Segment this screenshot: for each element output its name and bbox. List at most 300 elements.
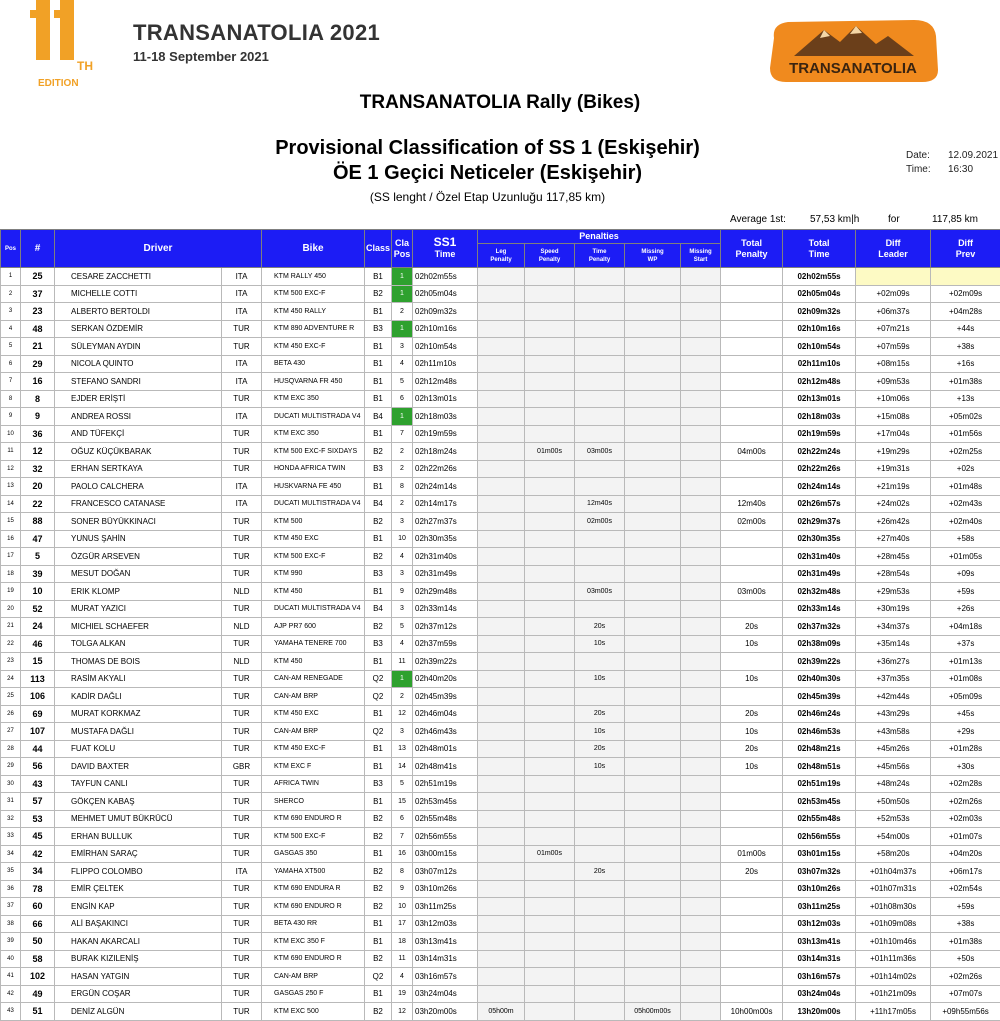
time-label: Time: — [906, 164, 931, 175]
row-driver: NICOLA QUINTO — [55, 355, 222, 373]
row-stage-time: 02h46m04s — [413, 705, 478, 723]
row-diff-leader: +01h11m36s — [856, 950, 931, 968]
row-number: 56 — [21, 758, 55, 776]
row-nationality: ITA — [222, 863, 262, 881]
row-class: B1 — [365, 915, 392, 933]
row-speed-penalty — [525, 1003, 575, 1021]
row-nationality: NLD — [222, 583, 262, 601]
row-total-penalty — [721, 950, 783, 968]
row-missing-wp — [625, 670, 681, 688]
row-missing-start — [681, 373, 721, 391]
row-speed-penalty — [525, 880, 575, 898]
row-time-penalty — [575, 548, 625, 566]
row-nationality: TUR — [222, 968, 262, 986]
row-total-penalty — [721, 880, 783, 898]
row-bike: DUCATI MULTISTRADA V4 — [262, 600, 365, 618]
row-time-penalty — [575, 845, 625, 863]
row-nationality: ITA — [222, 355, 262, 373]
row-bike: KTM 500 EXC-F — [262, 828, 365, 846]
row-total-time: 02h31m40s — [783, 548, 856, 566]
row-class-pos: 4 — [392, 355, 413, 373]
row-diff-leader: +01h09m08s — [856, 915, 931, 933]
date-label: Date: — [906, 150, 930, 161]
row-speed-penalty — [525, 810, 575, 828]
row-nationality: TUR — [222, 723, 262, 741]
row-speed-penalty — [525, 460, 575, 478]
row-class-pos: 4 — [392, 635, 413, 653]
row-class: B3 — [365, 775, 392, 793]
row-leg-penalty — [478, 460, 525, 478]
row-time-penalty — [575, 898, 625, 916]
row-diff-prev: +30s — [931, 758, 1000, 776]
table-row — [1, 495, 1000, 513]
row-missing-start — [681, 845, 721, 863]
row-diff-leader: +19m29s — [856, 443, 931, 461]
row-total-penalty — [721, 828, 783, 846]
row-total-penalty — [721, 303, 783, 321]
row-missing-start — [681, 1003, 721, 1021]
table-row — [1, 513, 1000, 531]
row-speed-penalty — [525, 355, 575, 373]
row-bike: KTM 450 EXC-F — [262, 740, 365, 758]
row-diff-prev: +02m26s — [931, 793, 1000, 811]
row-time-penalty — [575, 810, 625, 828]
row-total-time: 02h22m24s — [783, 443, 856, 461]
row-diff-leader: +42m44s — [856, 688, 931, 706]
table-row — [1, 373, 1000, 391]
row-bike: YAMAHA XT500 — [262, 863, 365, 881]
row-pos: 18 — [1, 565, 21, 583]
row-number: 24 — [21, 618, 55, 636]
row-diff-prev: +01m05s — [931, 548, 1000, 566]
row-leg-penalty — [478, 880, 525, 898]
row-missing-start — [681, 635, 721, 653]
row-missing-wp — [625, 863, 681, 881]
table-row — [1, 618, 1000, 636]
row-stage-time: 02h56m55s — [413, 828, 478, 846]
row-nationality: TUR — [222, 898, 262, 916]
row-diff-leader: +48m24s — [856, 775, 931, 793]
row-leg-penalty — [478, 898, 525, 916]
row-missing-wp — [625, 653, 681, 671]
row-class: B1 — [365, 355, 392, 373]
row-class: B2 — [365, 950, 392, 968]
table-row — [1, 338, 1000, 356]
row-diff-prev: +01m38s — [931, 933, 1000, 951]
row-speed-penalty — [525, 583, 575, 601]
row-nationality: TUR — [222, 688, 262, 706]
row-time-penalty — [575, 425, 625, 443]
row-driver: RASİM AKYALI — [55, 670, 222, 688]
col-leg-a: Leg — [495, 248, 507, 255]
col-diff-prev — [931, 230, 1000, 268]
row-number: 50 — [21, 933, 55, 951]
row-missing-wp — [625, 950, 681, 968]
row-pos: 5 — [1, 338, 21, 356]
col-class: Class — [365, 230, 392, 268]
row-class-pos: 9 — [392, 880, 413, 898]
row-driver: SÜLEYMAN AYDIN — [55, 338, 222, 356]
row-diff-prev: +09h55m56s — [931, 1003, 1000, 1021]
row-total-time: 03h13m41s — [783, 933, 856, 951]
table-row — [1, 828, 1000, 846]
row-diff-leader: +43m29s — [856, 705, 931, 723]
row-class: B1 — [365, 740, 392, 758]
row-total-penalty — [721, 968, 783, 986]
row-bike: KTM 690 ENDURO R — [262, 950, 365, 968]
row-leg-penalty — [478, 548, 525, 566]
row-total-penalty — [721, 355, 783, 373]
col-total-penalty — [721, 230, 783, 268]
row-bike: KTM EXC 350 F — [262, 933, 365, 951]
row-pos: 12 — [1, 460, 21, 478]
table-row — [1, 390, 1000, 408]
row-speed-penalty — [525, 670, 575, 688]
row-speed-penalty — [525, 775, 575, 793]
row-diff-leader: +37m35s — [856, 670, 931, 688]
row-driver: GÖKÇEN KABAŞ — [55, 793, 222, 811]
row-diff-leader: +27m40s — [856, 530, 931, 548]
row-number: 58 — [21, 950, 55, 968]
row-missing-wp — [625, 705, 681, 723]
row-missing-start — [681, 898, 721, 916]
row-speed-penalty — [525, 408, 575, 426]
row-bike: DUCATI MULTISTRADA V4 — [262, 408, 365, 426]
table-row — [1, 793, 1000, 811]
row-missing-wp — [625, 810, 681, 828]
row-bike: KTM 890 ADVENTURE R — [262, 320, 365, 338]
row-diff-leader: +58m20s — [856, 845, 931, 863]
row-speed-penalty: 01m00s — [525, 443, 575, 461]
row-class: B3 — [365, 460, 392, 478]
row-missing-start — [681, 285, 721, 303]
row-leg-penalty — [478, 268, 525, 286]
row-diff-prev: +58s — [931, 530, 1000, 548]
row-missing-wp — [625, 443, 681, 461]
row-total-penalty — [721, 408, 783, 426]
row-number: 106 — [21, 688, 55, 706]
row-leg-penalty — [478, 443, 525, 461]
row-missing-start — [681, 355, 721, 373]
row-total-time: 03h07m32s — [783, 863, 856, 881]
row-diff-prev: +02m40s — [931, 513, 1000, 531]
row-driver: FUAT KOLU — [55, 740, 222, 758]
row-time-penalty: 20s — [575, 618, 625, 636]
row-diff-leader: +30m19s — [856, 600, 931, 618]
row-driver: TOLGA ALKAN — [55, 635, 222, 653]
col-bike: Bike — [262, 230, 365, 268]
row-missing-start — [681, 513, 721, 531]
row-class-pos: 3 — [392, 600, 413, 618]
row-total-time: 02h26m57s — [783, 495, 856, 513]
table-row — [1, 565, 1000, 583]
col-missing-wp — [625, 244, 681, 268]
row-speed-penalty — [525, 653, 575, 671]
row-stage-time: 02h30m35s — [413, 530, 478, 548]
row-class: B3 — [365, 565, 392, 583]
row-driver: ERGÜN COŞAR — [55, 985, 222, 1003]
row-driver: MEHMET UMUT BÜKRÜCÜ — [55, 810, 222, 828]
row-diff-leader: +17m04s — [856, 425, 931, 443]
row-number: 57 — [21, 793, 55, 811]
row-missing-start — [681, 478, 721, 496]
table-row — [1, 723, 1000, 741]
row-pos: 28 — [1, 740, 21, 758]
row-stage-time: 02h48m41s — [413, 758, 478, 776]
row-class-pos: 11 — [392, 653, 413, 671]
row-nationality: TUR — [222, 390, 262, 408]
row-class: B1 — [365, 653, 392, 671]
row-stage-time: 03h13m41s — [413, 933, 478, 951]
row-total-time: 02h30m35s — [783, 530, 856, 548]
row-speed-penalty — [525, 828, 575, 846]
row-time-penalty — [575, 390, 625, 408]
row-class: B1 — [365, 303, 392, 321]
row-leg-penalty — [478, 338, 525, 356]
row-stage-time: 02h31m40s — [413, 548, 478, 566]
row-leg-penalty — [478, 985, 525, 1003]
row-bike: KTM 990 — [262, 565, 365, 583]
table-row — [1, 443, 1000, 461]
row-time-penalty — [575, 828, 625, 846]
row-pos: 4 — [1, 320, 21, 338]
row-class: B1 — [365, 390, 392, 408]
row-speed-penalty — [525, 863, 575, 881]
row-class-pos: 12 — [392, 1003, 413, 1021]
row-speed-penalty — [525, 268, 575, 286]
row-speed-penalty — [525, 933, 575, 951]
row-leg-penalty — [478, 495, 525, 513]
col-diff-prev-a: Diff — [958, 237, 974, 248]
edition-suffix: TH — [77, 59, 93, 73]
row-total-penalty — [721, 530, 783, 548]
row-nationality: TUR — [222, 810, 262, 828]
row-class-pos: 7 — [392, 425, 413, 443]
row-total-penalty — [721, 565, 783, 583]
row-total-penalty — [721, 688, 783, 706]
row-leg-penalty — [478, 303, 525, 321]
row-bike: KTM EXC 350 — [262, 425, 365, 443]
row-diff-leader: +11h17m05s — [856, 1003, 931, 1021]
row-pos: 2 — [1, 285, 21, 303]
row-missing-start — [681, 443, 721, 461]
col-cla-pos — [392, 230, 413, 268]
row-diff-leader: +01h04m37s — [856, 863, 931, 881]
row-diff-prev: +02m26s — [931, 968, 1000, 986]
row-bike: YAMAHA TENERE 700 — [262, 635, 365, 653]
row-total-penalty: 20s — [721, 618, 783, 636]
row-class: Q2 — [365, 968, 392, 986]
row-driver: ALİ BAŞAKINCI — [55, 915, 222, 933]
row-diff-leader: +07m21s — [856, 320, 931, 338]
row-pos: 37 — [1, 898, 21, 916]
row-nationality: TUR — [222, 338, 262, 356]
row-nationality: TUR — [222, 985, 262, 1003]
row-leg-penalty — [478, 635, 525, 653]
row-class: Q2 — [365, 670, 392, 688]
row-leg-penalty — [478, 408, 525, 426]
row-stage-time: 02h37m59s — [413, 635, 478, 653]
row-number: 45 — [21, 828, 55, 846]
row-time-penalty — [575, 968, 625, 986]
row-class: B1 — [365, 338, 392, 356]
row-speed-penalty — [525, 723, 575, 741]
row-class: B1 — [365, 478, 392, 496]
row-number: 12 — [21, 443, 55, 461]
row-missing-wp — [625, 618, 681, 636]
row-number: 113 — [21, 670, 55, 688]
row-driver: ALBERTO BERTOLDI — [55, 303, 222, 321]
row-diff-leader: +54m00s — [856, 828, 931, 846]
row-missing-start — [681, 548, 721, 566]
row-nationality: TUR — [222, 670, 262, 688]
table-row — [1, 950, 1000, 968]
row-missing-wp — [625, 985, 681, 1003]
row-total-penalty: 10s — [721, 723, 783, 741]
row-class-pos: 16 — [392, 845, 413, 863]
row-class: B2 — [365, 898, 392, 916]
row-diff-prev: +06m17s — [931, 863, 1000, 881]
table-row — [1, 600, 1000, 618]
row-time-penalty — [575, 285, 625, 303]
row-speed-penalty — [525, 425, 575, 443]
row-diff-prev: +45s — [931, 705, 1000, 723]
row-pos: 26 — [1, 705, 21, 723]
row-driver: MURAT KORKMAZ — [55, 705, 222, 723]
row-total-penalty — [721, 775, 783, 793]
row-diff-prev: +01m28s — [931, 740, 1000, 758]
row-time-penalty: 20s — [575, 740, 625, 758]
row-missing-wp — [625, 565, 681, 583]
row-class-pos: 12 — [392, 705, 413, 723]
row-time-penalty — [575, 933, 625, 951]
row-speed-penalty — [525, 600, 575, 618]
row-nationality: TUR — [222, 950, 262, 968]
row-time-penalty — [575, 303, 625, 321]
row-total-time: 02h53m45s — [783, 793, 856, 811]
col-mstart-b: Start — [693, 256, 708, 263]
row-class-pos: 3 — [392, 338, 413, 356]
row-time-penalty: 12m40s — [575, 495, 625, 513]
row-pos: 29 — [1, 758, 21, 776]
row-bike: CAN-AM BRP — [262, 968, 365, 986]
row-time-penalty — [575, 478, 625, 496]
row-class-pos: 17 — [392, 915, 413, 933]
row-leg-penalty — [478, 775, 525, 793]
row-missing-wp — [625, 880, 681, 898]
row-number: 43 — [21, 775, 55, 793]
row-leg-penalty — [478, 723, 525, 741]
row-driver: DENİZ ALGÜN — [55, 1003, 222, 1021]
row-number: 78 — [21, 880, 55, 898]
row-leg-penalty — [478, 705, 525, 723]
row-total-time: 02h02m55s — [783, 268, 856, 286]
row-total-time: 02h13m01s — [783, 390, 856, 408]
row-diff-prev: +16s — [931, 355, 1000, 373]
row-missing-wp — [625, 320, 681, 338]
row-missing-start — [681, 950, 721, 968]
row-missing-start — [681, 775, 721, 793]
row-total-penalty — [721, 320, 783, 338]
row-stage-time: 02h51m19s — [413, 775, 478, 793]
row-driver: YUNUS ŞAHİN — [55, 530, 222, 548]
col-speed-penalty — [525, 244, 575, 268]
row-diff-prev: +05m02s — [931, 408, 1000, 426]
row-total-time: 02h19m59s — [783, 425, 856, 443]
row-leg-penalty — [478, 968, 525, 986]
row-missing-start — [681, 338, 721, 356]
row-time-penalty — [575, 600, 625, 618]
row-bike: KTM EXC 350 — [262, 390, 365, 408]
row-stage-time: 02h11m10s — [413, 355, 478, 373]
row-total-time: 02h32m48s — [783, 583, 856, 601]
row-total-time: 02h12m48s — [783, 373, 856, 391]
row-nationality: TUR — [222, 460, 262, 478]
row-missing-wp — [625, 723, 681, 741]
row-missing-wp — [625, 530, 681, 548]
row-pos: 27 — [1, 723, 21, 741]
col-diff-prev-b: Prev — [955, 248, 976, 259]
row-diff-prev — [931, 268, 1000, 286]
row-missing-wp — [625, 933, 681, 951]
row-bike: SHERCO — [262, 793, 365, 811]
row-missing-wp — [625, 425, 681, 443]
row-missing-wp — [625, 915, 681, 933]
row-diff-prev: +02m25s — [931, 443, 1000, 461]
average-label: Average 1st: — [730, 214, 786, 225]
row-missing-start — [681, 723, 721, 741]
row-speed-penalty — [525, 705, 575, 723]
row-diff-leader: +15m08s — [856, 408, 931, 426]
row-pos: 42 — [1, 985, 21, 1003]
row-speed-penalty — [525, 793, 575, 811]
col-driver: Driver — [55, 230, 262, 268]
row-total-time: 02h24m14s — [783, 478, 856, 496]
row-total-penalty — [721, 478, 783, 496]
row-pos: 31 — [1, 793, 21, 811]
row-diff-leader — [856, 268, 931, 286]
row-leg-penalty — [478, 670, 525, 688]
row-class-pos: 9 — [392, 583, 413, 601]
row-nationality: TUR — [222, 443, 262, 461]
row-number: 66 — [21, 915, 55, 933]
row-leg-penalty — [478, 740, 525, 758]
row-speed-penalty — [525, 320, 575, 338]
row-class-pos: 4 — [392, 548, 413, 566]
row-nationality: TUR — [222, 1003, 262, 1021]
row-total-penalty — [721, 285, 783, 303]
row-missing-wp — [625, 583, 681, 601]
row-total-penalty — [721, 460, 783, 478]
col-total-time-a: Total — [808, 237, 830, 248]
row-diff-prev: +02m03s — [931, 810, 1000, 828]
table-row — [1, 740, 1000, 758]
row-diff-leader: +02m09s — [856, 285, 931, 303]
row-time-penalty — [575, 408, 625, 426]
row-time-penalty — [575, 565, 625, 583]
row-class-pos: 3 — [392, 565, 413, 583]
for-label: for — [888, 214, 900, 225]
row-class: B1 — [365, 373, 392, 391]
row-number: 47 — [21, 530, 55, 548]
row-diff-leader: +07m59s — [856, 338, 931, 356]
row-missing-wp — [625, 373, 681, 391]
row-bike: CAN-AM BRP — [262, 688, 365, 706]
row-class: B1 — [365, 845, 392, 863]
row-stage-time: 02h40m20s — [413, 670, 478, 688]
row-bike: KTM 500 EXC-F — [262, 548, 365, 566]
row-time-penalty — [575, 530, 625, 548]
